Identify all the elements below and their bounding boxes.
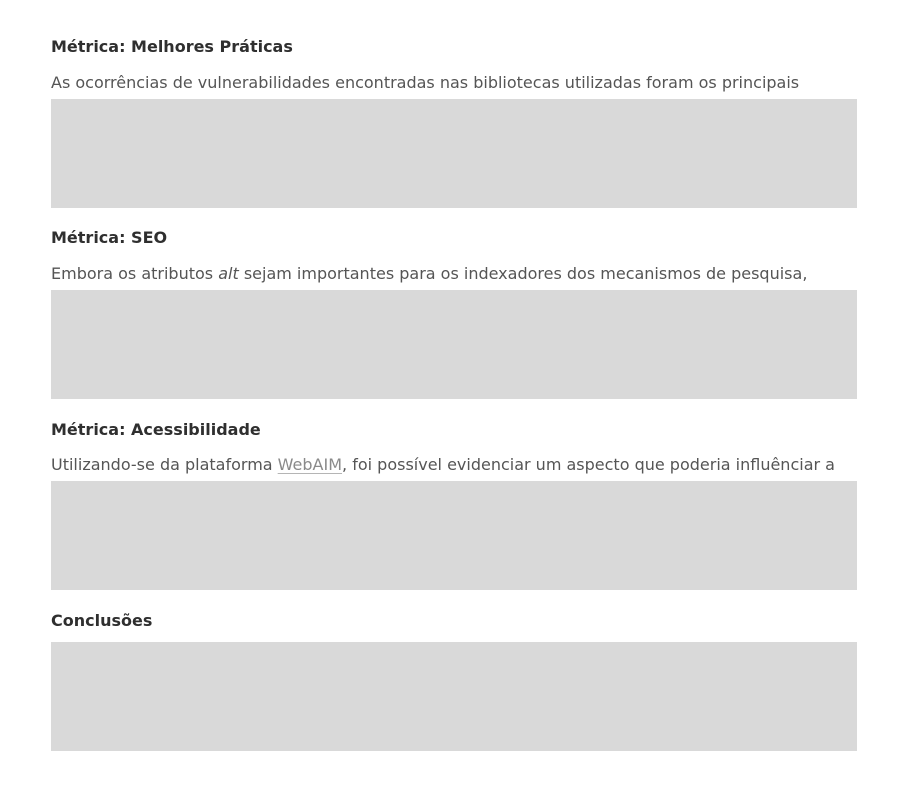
heading-conclusions: Conclusões xyxy=(51,611,153,630)
webaim-link[interactable]: WebAIM xyxy=(277,455,343,474)
paragraph-best-practices: As ocorrências de vulnerabilidades encontradas nas bibliotecas utilizadas foram os principais xyxy=(51,73,800,92)
image-placeholder-conclusions xyxy=(51,642,857,751)
paragraph-seo-text-end: sejam importantes para os indexadores dos mecanismos de pesquisa, xyxy=(238,264,808,283)
heading-best-practices: Métrica: Melhores Práticas xyxy=(51,37,293,56)
paragraph-accessibility-text-end: , foi possível evidenciar um aspecto que poderia influênciar a xyxy=(342,455,835,474)
paragraph-accessibility xyxy=(51,455,835,475)
heading-accessibility: Métrica: Acessibilidade xyxy=(51,420,261,439)
paragraph-seo xyxy=(51,264,807,284)
paragraph-seo-text-start: Embora os atributos xyxy=(51,264,219,283)
paragraph-accessibility-text-start: Utilizando-se da plataforma xyxy=(51,455,278,474)
image-placeholder-seo xyxy=(51,290,857,399)
image-placeholder-best-practices xyxy=(51,99,857,208)
heading-seo: Métrica: SEO xyxy=(51,228,168,247)
image-placeholder-accessibility xyxy=(51,481,857,590)
paragraph-seo-italic-term: alt xyxy=(218,264,239,283)
